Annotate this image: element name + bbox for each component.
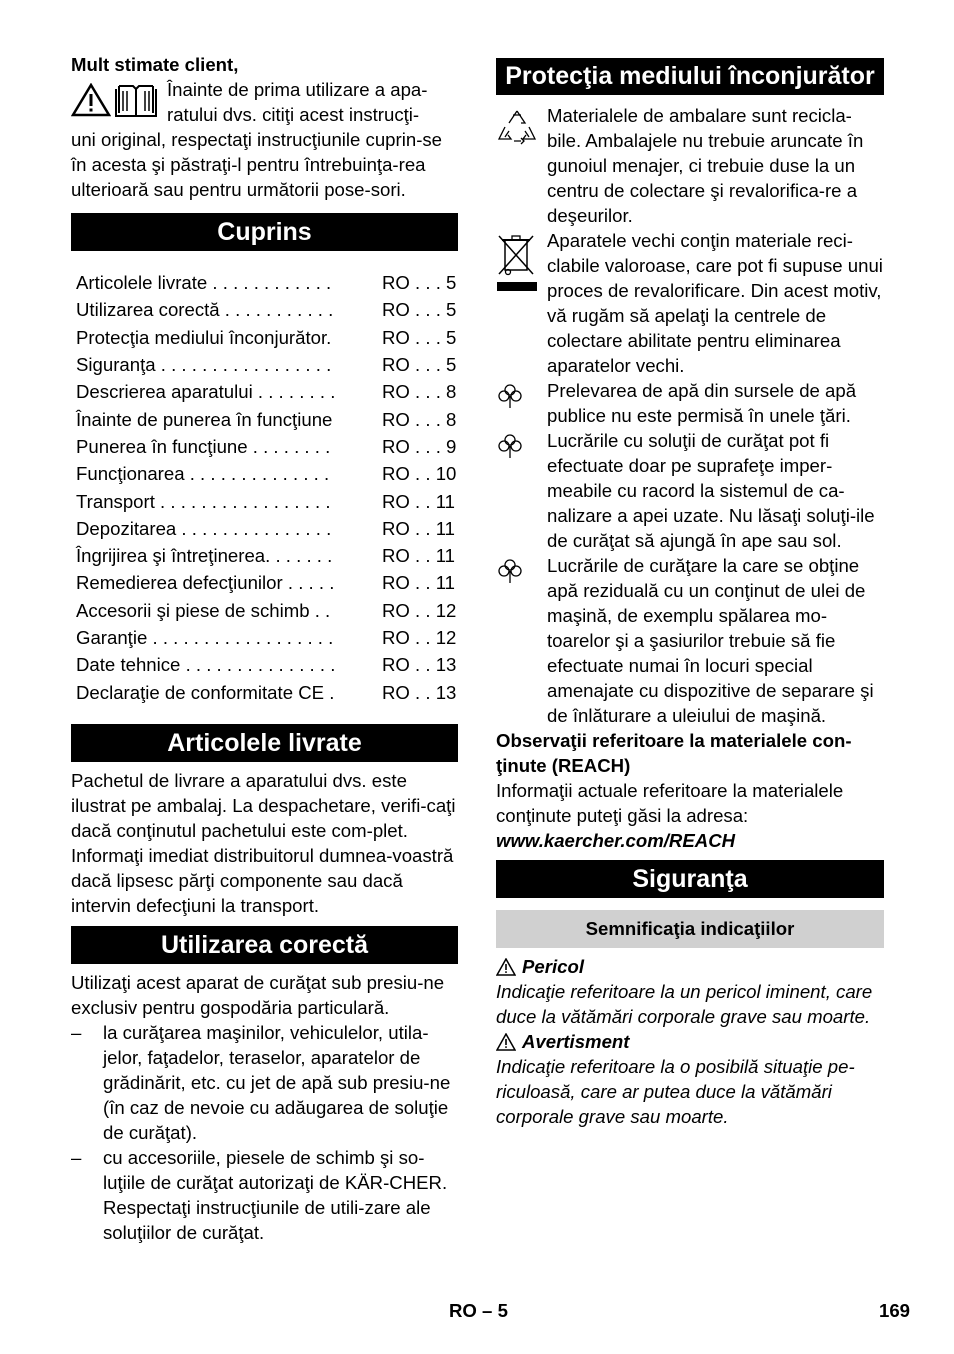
env-item-water bbox=[496, 378, 884, 428]
toc-page: RO . . . 5 bbox=[382, 299, 457, 321]
toc-page: RO . . 13 bbox=[382, 681, 457, 703]
toc-row[interactable] bbox=[71, 624, 458, 651]
toc-row[interactable] bbox=[71, 460, 458, 487]
toc-title: Îngrijirea şi întreţinerea. . . . . . . bbox=[76, 545, 333, 567]
clover-icon bbox=[496, 428, 547, 553]
footer-section: RO – 5 bbox=[449, 1300, 508, 1321]
warning-triangle-icon bbox=[496, 958, 516, 976]
toc-title: Siguranţa . . . . . . . . . . . . . . . . . bbox=[76, 354, 332, 376]
toc-title: Remedierea defecţiunilor . . . . . bbox=[76, 572, 335, 594]
toc-page: RO . . 11 bbox=[382, 490, 456, 512]
protectia-item4: Lucrările cu soluţii de curăţat pot fi efectuate doar pe suprafeţe imper-meabile cu racord la sistemul de ca-nalizare a apei uzate. Nu lăsaţi soluţi-ile de curăţat să ajungă în ape sau sol. bbox=[547, 430, 875, 551]
toc-row[interactable] bbox=[71, 542, 458, 569]
toc-row[interactable] bbox=[71, 678, 458, 705]
greeting: Mult stimate client, bbox=[71, 54, 239, 75]
crossed-bin-icon bbox=[496, 228, 547, 378]
toc-title: Utilizarea corectă . . . . . . . . . . . bbox=[76, 299, 334, 321]
warning-triangle-icon bbox=[71, 83, 111, 119]
toc-title: Date tehnice . . . . . . . . . . . . . . . bbox=[76, 654, 336, 676]
toc-page: RO . . 12 bbox=[382, 627, 457, 648]
toc-page: RO . . . 9 bbox=[382, 435, 457, 457]
toc-row[interactable] bbox=[71, 351, 458, 378]
env-item-old-devices bbox=[496, 228, 884, 378]
toc-heading: Cuprins bbox=[71, 213, 458, 251]
env-item-packaging bbox=[496, 103, 884, 228]
list-dash: – bbox=[71, 1021, 82, 1043]
toc-title: Transport . . . . . . . . . . . . . . . . . bbox=[76, 490, 331, 512]
left-column bbox=[71, 52, 458, 1245]
protectia-heading: Protecţia mediului înconjurător bbox=[496, 58, 884, 95]
intro bbox=[71, 52, 458, 202]
table-of-contents bbox=[71, 269, 458, 706]
env-item-oil bbox=[496, 553, 884, 728]
intro-line1: Înainte de prima utilizare a apa- bbox=[167, 79, 428, 100]
articole-heading: Articolele livrate bbox=[71, 724, 458, 762]
manual-book-icon bbox=[113, 83, 159, 119]
footer-page-number: 169 bbox=[879, 1300, 911, 1321]
toc-page: RO . . 13 bbox=[382, 654, 457, 676]
toc-row[interactable] bbox=[71, 597, 458, 624]
toc-title: Descrierea aparatului . . . . . . . . bbox=[76, 381, 336, 403]
protectia-item2: Aparatele vechi conţin materiale reci-clabile valoroase, care pot fi supuse unui proces de revalorificare. Din acest motiv, vă rugăm să apelaţi la centrele de colectare abilitate pentru eliminarea aparatelor vechi. bbox=[547, 230, 883, 376]
pericol-text: Indicaţie referitoare la un pericol iminent, care duce la vătămări corporale grave sau moarte. bbox=[496, 981, 873, 1027]
toc-page: RO . . 12 bbox=[382, 599, 457, 621]
toc-page: RO . . . 5 bbox=[382, 326, 457, 348]
articole-p1: Pachetul de livrare a aparatului dvs. este ilustrat pe ambalaj. La despachetare, verifi-caţi dacă conţinutul pachetului este com-plet. bbox=[71, 769, 456, 841]
intro-rest: uni original, respectaţi instrucţiunile cuprin-se în acesta şi păstraţi-l pentru întrebuinţa-rea ulterioară sau pentru următorii pose-sori. bbox=[71, 129, 443, 200]
reach-title: Observaţii referitoare la materialele con-ţinute (REACH) bbox=[496, 730, 852, 776]
siguranta-subheading: Semnificaţia indicaţiilor bbox=[496, 910, 884, 948]
toc-page: RO . . . 8 bbox=[382, 408, 457, 430]
toc-title: Depozitarea . . . . . . . . . . . . . . . bbox=[76, 517, 332, 539]
toc-row[interactable] bbox=[71, 296, 458, 323]
recycle-icon bbox=[496, 103, 547, 228]
toc-title: Articolele livrate . . . . . . . . . . . . bbox=[76, 272, 332, 294]
toc-page: RO . . 11 bbox=[382, 545, 456, 567]
toc-page: RO . . . 8 bbox=[382, 381, 457, 403]
list-dash: – bbox=[71, 1146, 82, 1168]
utilizarea-heading: Utilizarea corectă bbox=[71, 926, 458, 964]
intro-line2: ratului dvs. citiţi acest instrucţi- bbox=[167, 104, 420, 125]
avertisment-title bbox=[496, 1029, 884, 1054]
toc-page: RO . . 11 bbox=[382, 517, 456, 539]
toc-title: Protecţia mediului înconjurător. bbox=[76, 326, 332, 348]
toc-title: Declaraţie de conformitate CE . bbox=[76, 681, 335, 703]
utilizarea-item2: cu accesoriile, piesele de schimb şi so-luţiile de curăţat autorizaţi de KÄR-CHER. Respectaţi instrucţiunile de utili-zare ale soluţiilor de curăţat. bbox=[103, 1146, 448, 1243]
toc-row[interactable] bbox=[71, 324, 458, 351]
protectia-item3: Prelevarea de apă din sursele de apă publice nu este permisă în unele ţări. bbox=[547, 380, 857, 426]
toc-page: RO . . . 5 bbox=[382, 354, 457, 376]
toc-row[interactable] bbox=[71, 515, 458, 542]
avertisment-text: Indicaţie referitoare la o posibilă situaţie pe-riculoasă, care ar putea duce la vătămări corporale grave sau moarte. bbox=[496, 1056, 855, 1127]
toc-title: Înainte de punerea în funcţiune bbox=[76, 408, 333, 430]
clover-icon bbox=[496, 553, 547, 728]
list-item bbox=[71, 1020, 458, 1145]
toc-page: RO . . 10 bbox=[382, 463, 457, 485]
protectia-item1: Materialele de ambalare sunt recicla-bile. Ambalajele nu trebuie aruncate în gunoiul menajer, ci trebuie duse la un centru de colectare şi revalorifica-re a deşeurilor. bbox=[547, 105, 864, 226]
utilizarea-item1: la curăţarea maşinilor, vehiculelor, utila-jelor, faţadelor, teraselor, aparatelor de grădinărit, etc. cu jet de apă sub presiu-ne (în caz de nevoie cu adăugarea de soluţie de curăţat). bbox=[103, 1021, 451, 1143]
toc-row[interactable] bbox=[71, 487, 458, 514]
list-item bbox=[71, 1145, 458, 1245]
toc-page: RO . . 11 bbox=[382, 572, 456, 594]
toc-row[interactable] bbox=[71, 405, 458, 432]
warning-triangle-icon bbox=[496, 1033, 516, 1051]
toc-page: RO . . . 5 bbox=[382, 272, 457, 294]
toc-title: Punerea în funcţiune . . . . . . . . bbox=[76, 435, 331, 457]
toc-row[interactable] bbox=[71, 378, 458, 405]
siguranta-heading: Siguranţa bbox=[496, 860, 884, 898]
env-item-cleaning-agents bbox=[496, 428, 884, 553]
pericol-title bbox=[496, 954, 884, 979]
toc-title: Funcţionarea . . . . . . . . . . . . . . bbox=[76, 463, 330, 485]
toc-row[interactable] bbox=[71, 569, 458, 596]
toc-row[interactable] bbox=[71, 269, 458, 296]
intro-icons bbox=[71, 83, 159, 119]
toc-row[interactable] bbox=[71, 651, 458, 678]
right-column bbox=[496, 58, 884, 1129]
toc-title: Garanţie . . . . . . . . . . . . . . . . . . bbox=[76, 627, 334, 648]
reach-link[interactable]: www.kaercher.com/REACH bbox=[496, 830, 736, 851]
protectia-item5: Lucrările de curăţare la care se obţine apă reziduală cu un conţinut de ulei de maşină, de exemplu spălarea mo-toarelor şi a şasiurilor trebuie să fie efectuate numai în locuri special amenajate cu dispozitive de separare şi de înlăturare a uleiului de maşină. bbox=[547, 555, 874, 726]
toc-title: Accesorii şi piese de schimb . . bbox=[76, 599, 331, 621]
pericol-label: Pericol bbox=[522, 956, 585, 977]
toc-row[interactable] bbox=[71, 433, 458, 460]
avertisment-label: Avertisment bbox=[522, 1031, 630, 1052]
reach-text: Informaţii actuale referitoare la materialele conţinute puteţi găsi la adresa: bbox=[496, 780, 844, 826]
articole-p2: Informaţi imediat distribuitorul dumnea-voastră dacă lipsesc părţi componente sau dacă intervin defecţiuni la transport. bbox=[71, 844, 454, 916]
utilizarea-p1: Utilizaţi acest aparat de curăţat sub presiu-ne exclusiv pentru gospodăria particulară. bbox=[71, 971, 445, 1018]
clover-icon bbox=[496, 378, 547, 428]
